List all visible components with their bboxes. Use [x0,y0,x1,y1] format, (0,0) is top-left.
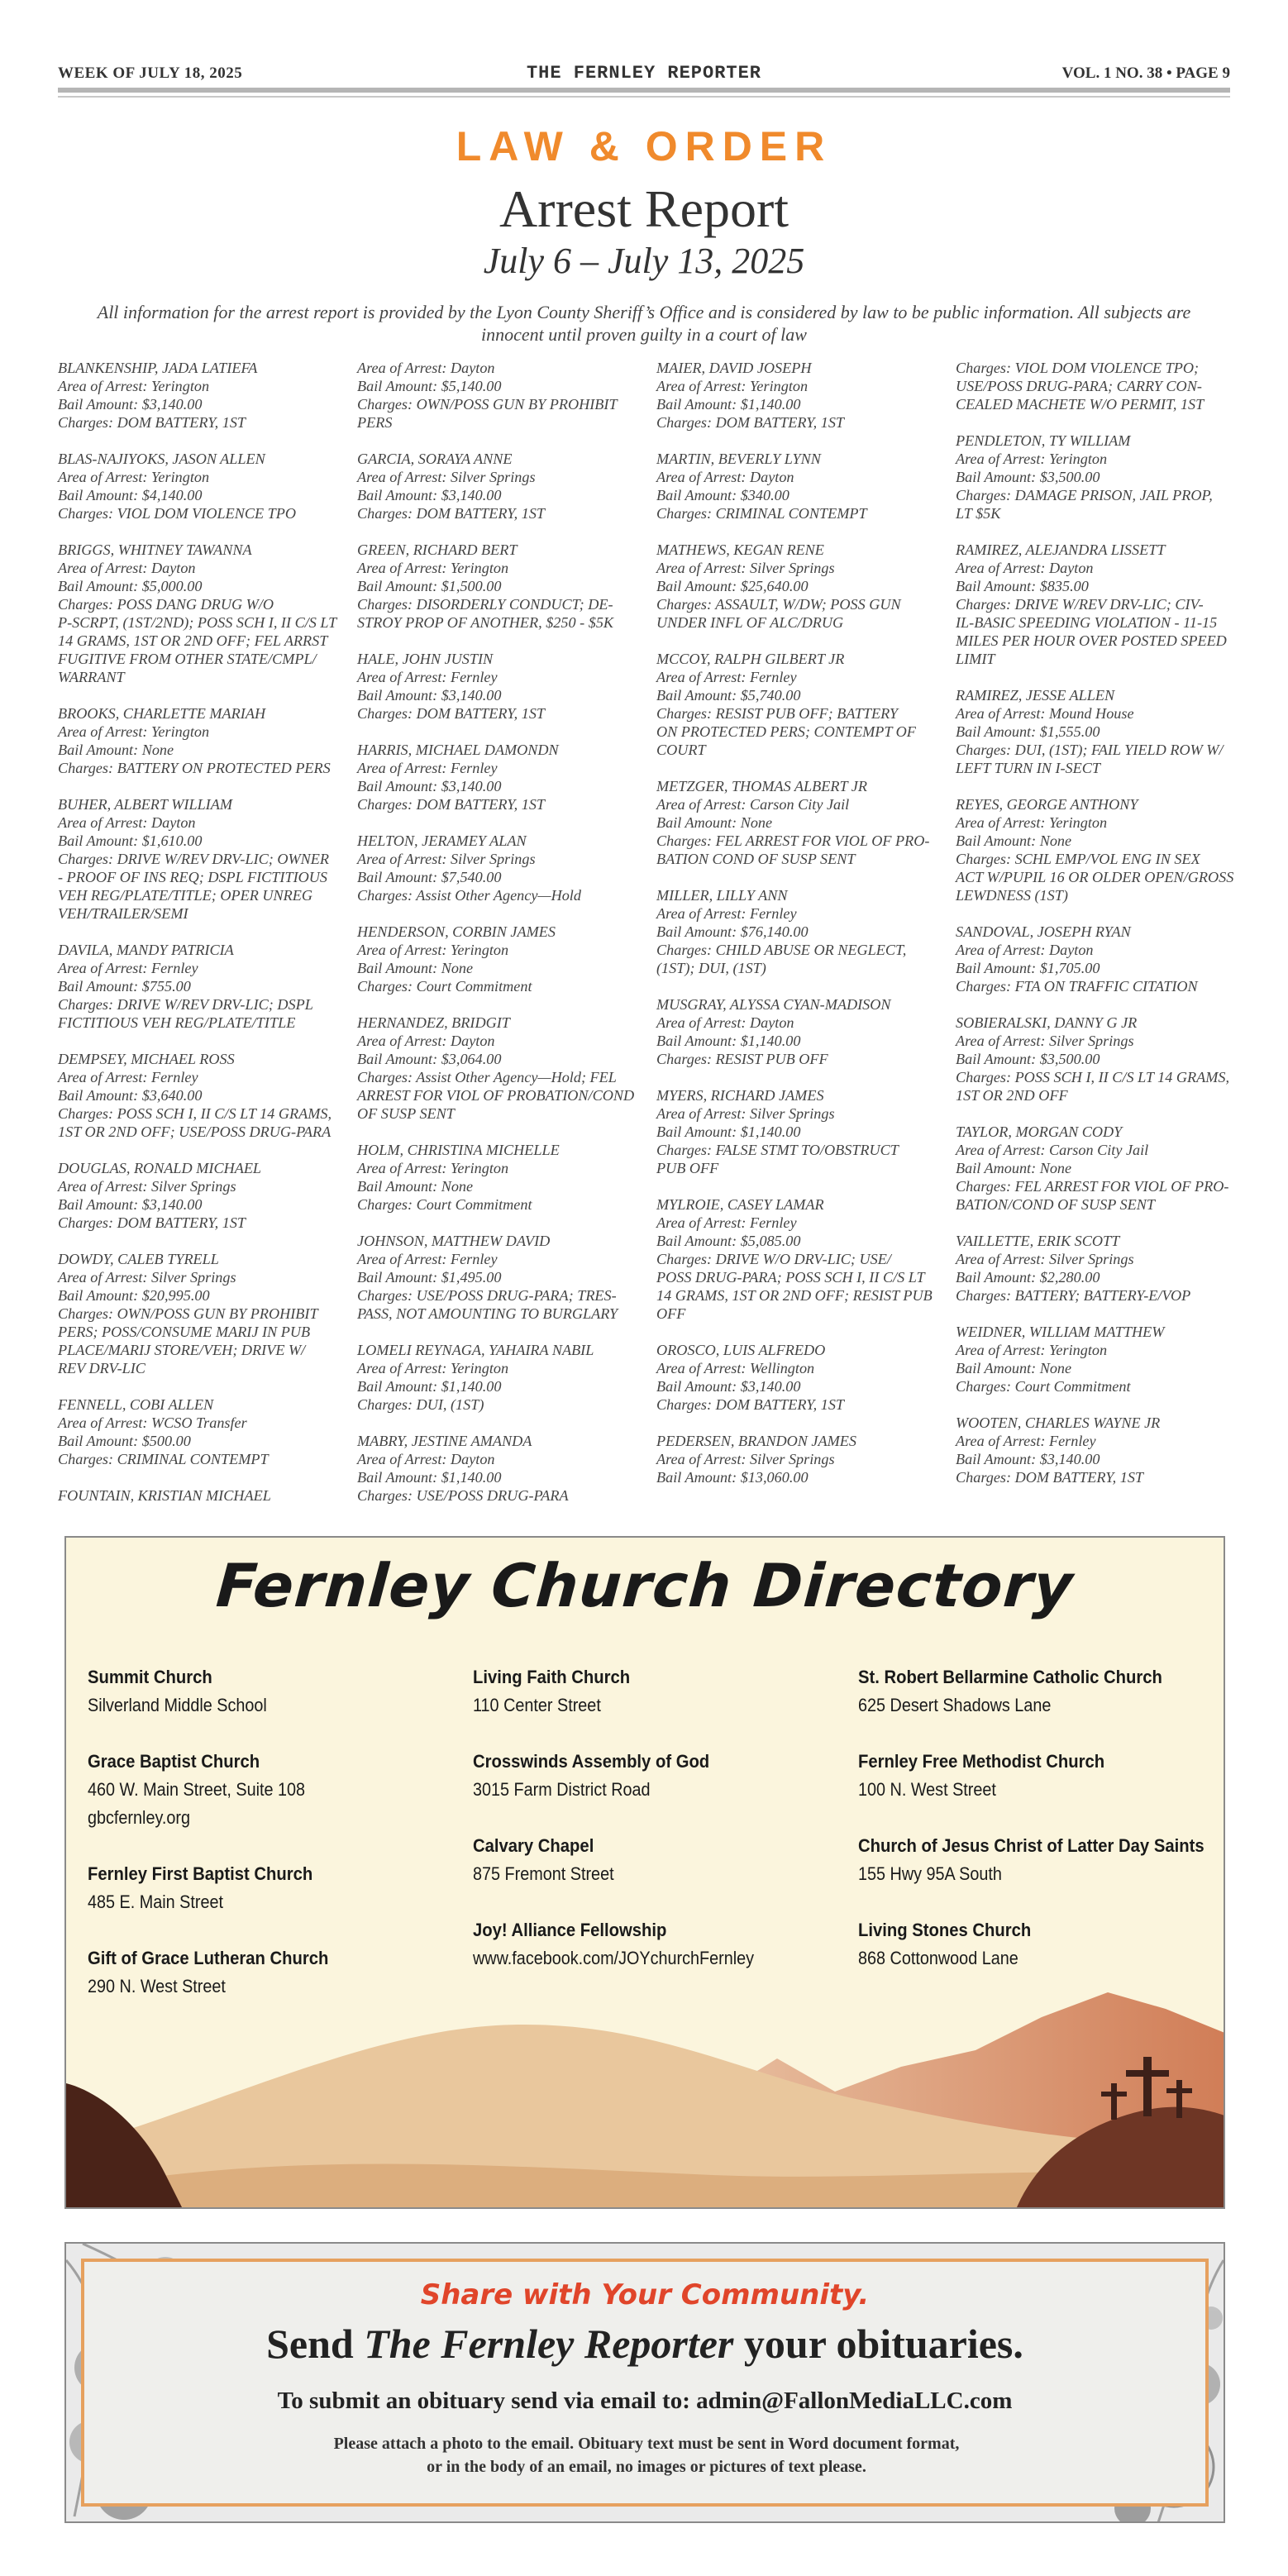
arrest-charges: Charges: DOM BATTERY, 1ST [956,1469,1144,1486]
arrest-charges: Charges: DRIVE W/O DRV-LIC; USE/ POSS DRUG-PARA; POSS SCH I, II C/S LT 14 GRAMS, 1ST OR 2ND OFF; RESIST PUB OFF [656,1251,933,1322]
church-address: 875 Fremont Street [473,1863,614,1884]
arrest-bail: Bail Amount: None [357,1178,474,1195]
arrest-charges: Charges: DOM BATTERY, 1ST [58,1214,246,1231]
church-entry [473,1832,837,1888]
arrest-bail: Bail Amount: None [58,742,174,758]
arrest-entry [58,941,349,1032]
arrest-charges: Charges: DOM BATTERY, 1ST [357,505,546,522]
arrest-entry [357,450,648,522]
arrest-entry [956,1232,1247,1305]
arrest-entry [357,541,648,632]
arrest-charges: Charges: DRIVE W/REV DRV-LIC; OWNER - PROOF OF INS REQ; DSPL FICTITIOUS VEH REG/PLATE/TITLE; OPER UNREG VEH/TRAILER/SEMI [58,851,330,922]
arrest-area: Area of Arrest: Carson City Jail [956,1142,1149,1158]
obituary-headline [66,2320,1224,2368]
arrest-name: HELTON, JERAMEY ALAN [357,832,527,849]
obituary-kicker: Share with Your Community. [420,2278,870,2311]
church-address: Silverland Middle School [88,1695,267,1715]
arrest-name: BLAS-NAJIYOKS, JASON ALLEN [58,451,265,467]
arrest-area: Area of Arrest: Silver Springs [357,851,536,867]
arrest-area: Area of Arrest: Yerington [58,723,210,740]
arrest-entry [357,832,648,904]
arrest-area: Area of Arrest: Silver Springs [357,469,536,485]
arrest-area: Area of Arrest: Fernley [357,669,498,685]
arrest-name: MCCOY, RALPH GILBERT JR [656,651,845,667]
arrest-charges: Charges: RESIST PUB OFF [656,1051,828,1067]
arrest-charges: Charges: FTA ON TRAFFIC CITATION [956,978,1198,995]
arrest-bail: Bail Amount: $3,140.00 [58,1196,203,1213]
obituary-instructions [273,2432,1020,2478]
arrest-bail: Bail Amount: $3,064.00 [357,1051,502,1067]
arrest-entry [58,450,349,522]
arrest-entry [58,359,349,432]
masthead [58,61,1230,89]
section-kicker: LAW & ORDER [456,123,832,169]
arrest-entry [357,1014,648,1123]
arrest-column-3 [656,359,947,1505]
obituary-head-paper: The Fernley Reporter [364,2321,734,2367]
arrest-bail: Bail Amount: $5,740.00 [656,687,801,704]
arrest-area: Area of Arrest: Carson City Jail [656,796,850,813]
arrest-entry [58,1395,349,1468]
arrest-entry [58,541,349,686]
arrest-bail: Bail Amount: None [956,1360,1072,1376]
arrest-entry [656,995,947,1068]
church-address: 110 Center Street [473,1695,601,1715]
arrest-bail: Bail Amount: $1,140.00 [656,396,801,413]
arrest-entry [357,1341,648,1414]
arrest-bail: Bail Amount: $5,140.00 [357,378,502,394]
church-address: www.facebook.com/JOYchurchFernley [473,1948,755,1968]
arrest-charges: Charges: DUI, (1ST); FAIL YIELD ROW W/ LEFT TURN IN I-SECT [956,742,1224,776]
date-range: July 6 – July 13, 2025 [483,241,805,281]
obituary-note-line-1: Please attach a photo to the email. Obituary text must be sent in Word document format, [333,2435,960,2453]
arrest-bail: Bail Amount: $755.00 [58,978,191,995]
arrest-area: Area of Arrest: Yerington [58,378,210,394]
arrest-area: Area of Arrest: Fernley [956,1433,1096,1449]
church-column-3 [858,1663,1222,2001]
intro-note: All information for the arrest report is provided by the Lyon County Sheriff’s Office and is considered by law to be public information. All subjects are innocent until proven guilty in a court of law [97,302,1191,345]
arrest-charges: Charges: FALSE STMT TO/OBSTRUCT PUB OFF [656,1142,899,1176]
arrest-bail: Bail Amount: $1,495.00 [357,1269,502,1286]
arrest-name: GARCIA, SORAYA ANNE [357,451,513,467]
arrest-charges: Charges: ASSAULT, W/DW; POSS GUN UNDER INFL OF ALC/DRUG [656,596,901,631]
arrest-bail: Bail Amount: $1,555.00 [956,723,1100,740]
arrest-bail: Bail Amount: $1,140.00 [357,1378,502,1395]
newspaper-name: THE FERNLEY REPORTER [526,63,762,83]
arrest-name: OROSCO, LUIS ALFREDO [656,1342,826,1358]
arrest-name: MYLROIE, CASEY LAMAR [656,1196,824,1213]
arrest-entry [956,432,1247,522]
arrest-name: PEDERSEN, BRANDON JAMES [656,1433,856,1449]
arrest-area: Area of Arrest: Silver Springs [58,1178,236,1195]
arrest-bail: Bail Amount: $3,500.00 [956,469,1100,485]
church-name: Gift of Grace Lutheran Church [88,1948,329,1968]
arrest-charges: Charges: BATTERY ON PROTECTED PERS [58,760,331,776]
church-address: 460 W. Main Street, Suite 108 [88,1779,306,1800]
arrest-name: DEMPSEY, MICHAEL ROSS [58,1051,235,1067]
arrest-charges: Charges: POSS SCH I, II C/S LT 14 GRAMS, 1ST OR 2ND OFF [956,1069,1230,1104]
arrest-area: Area of Arrest: Dayton [956,560,1094,576]
desert-crosses-illustration [66,1959,1225,2207]
church-entry [473,1663,837,1720]
arrest-name: WEIDNER, WILLIAM MATTHEW [956,1324,1165,1340]
arrest-name: DOWDY, CALEB TYRELL [58,1251,219,1267]
arrest-area: Area of Arrest: Fernley [656,669,797,685]
arrest-area: Area of Arrest: Fernley [656,905,797,922]
church-name: Fernley Free Methodist Church [858,1751,1105,1772]
arrest-area: Area of Arrest: Yerington [956,814,1108,831]
arrest-entry [956,541,1247,668]
church-name: Living Faith Church [473,1667,631,1687]
arrest-area: Area of Arrest: Yerington [656,378,809,394]
arrest-charges: Charges: DOM BATTERY, 1ST [357,796,546,813]
arrest-entry [656,1195,947,1323]
obituary-head-pre: Send [266,2321,365,2367]
arrest-area: Area of Arrest: Fernley [656,1214,797,1231]
arrest-charges: Charges: DOM BATTERY, 1ST [656,414,845,431]
arrest-entry [956,923,1247,995]
arrest-charges: Charges: OWN/POSS GUN BY PROHIBIT PERS [357,396,618,431]
obituary-note-line-2: or in the body of an email, no images or pictures of text please. [427,2458,866,2476]
arrest-charges: Charges: DUI, (1ST) [357,1396,484,1413]
arrest-area: Area of Arrest: Yerington [58,469,210,485]
arrest-area: Area of Arrest: Dayton [656,469,794,485]
arrest-bail: Bail Amount: $4,140.00 [58,487,203,503]
arrest-area: Area of Arrest: Dayton [357,360,495,376]
arrest-name: MATHEWS, KEGAN RENE [656,541,824,558]
arrest-name: REYES, GEORGE ANTHONY [956,796,1138,813]
arrest-bail: Bail Amount: $3,140.00 [357,687,502,704]
arrest-charges: Charges: DRIVE W/REV DRV-LIC; DSPL FICTITIOUS VEH REG/PLATE/TITLE [58,996,313,1031]
arrest-charges: Charges: VIOL DOM VIOLENCE TPO; USE/POSS DRUG-PARA; CARRY CON- CEALED MACHETE W/O PERMIT, 1ST [956,360,1205,413]
church-column-2 [473,1663,837,2001]
arrest-name: MILLER, LILLY ANN [656,887,788,904]
church-entry [858,1748,1222,1804]
church-entry [473,1748,837,1804]
arrest-bail: Bail Amount: $1,140.00 [357,1469,502,1486]
arrest-entry [956,1123,1247,1214]
arrest-area: Area of Arrest: Yerington [357,1360,509,1376]
arrest-entry [656,650,947,759]
arrest-area: Area of Arrest: Fernley [58,1069,198,1085]
arrest-entry [58,1486,349,1505]
arrest-charges: Charges: Court Commitment [357,978,532,995]
arrest-bail: Bail Amount: $3,640.00 [58,1087,203,1104]
arrest-charges: Charges: OWN/POSS GUN BY PROHIBIT PERS; POSS/CONSUME MARIJ IN PUB PLACE/MARIJ STORE/VEH; DRIVE W/ REV DRV-LIC [58,1305,318,1376]
arrest-entry [656,1432,947,1486]
masthead-rule [58,88,1230,93]
arrest-charges: Charges: BATTERY; BATTERY-E/VOP [956,1287,1191,1304]
arrest-bail: Bail Amount: $500.00 [58,1433,191,1449]
arrest-entry [956,1014,1247,1104]
issue-volume-page: VOL. 1 NO. 38 • PAGE 9 [1061,64,1230,82]
arrest-entry [656,450,947,522]
arrest-name: WOOTEN, CHARLES WAYNE JR [956,1414,1161,1431]
arrest-entry [58,1250,349,1377]
arrest-area: Area of Arrest: Fernley [357,1251,498,1267]
arrest-charges: Charges: Assist Other Agency—Hold; FEL ARREST FOR VIOL OF PROBATION/COND OF SUSP SENT [357,1069,635,1122]
obituary-email-line: To submit an obituary send via email to: admin@FallonMediaLLC.com [277,2388,1013,2414]
arrest-area: Area of Arrest: Yerington [956,1342,1108,1358]
page-title: Arrest Report [499,179,789,238]
arrest-bail: Bail Amount: None [956,832,1072,849]
arrest-bail: Bail Amount: $5,085.00 [656,1233,801,1249]
arrest-charges: Charges: RESIST PUB OFF; BATTERY ON PROTECTED PERS; CONTEMPT OF COURT [656,705,916,758]
church-address: gbcfernley.org [88,1807,191,1828]
arrest-name: MARTIN, BEVERLY LYNN [656,451,821,467]
arrest-entry [58,704,349,777]
arrest-area: Area of Arrest: Dayton [956,942,1094,958]
church-entry [858,1832,1222,1888]
arrest-entry [357,650,648,723]
arrest-name: FENNELL, COBI ALLEN [58,1396,214,1413]
arrest-name: JOHNSON, MATTHEW DAVID [357,1233,551,1249]
arrest-bail: Bail Amount: $1,140.00 [656,1033,801,1049]
arrest-entry [357,1232,648,1323]
arrest-charges: Charges: FEL ARREST FOR VIOL OF PRO- BATION COND OF SUSP SENT [656,832,930,867]
church-name: Crosswinds Assembly of God [473,1751,710,1772]
obituary-ad [64,2242,1225,2523]
arrest-area: Area of Arrest: Silver Springs [656,1451,835,1467]
church-entry [88,1663,451,1720]
church-name: Calvary Chapel [473,1835,594,1856]
arrest-charges: Charges: CRIMINAL CONTEMPT [58,1451,269,1467]
church-name: Living Stones Church [858,1920,1032,1940]
arrest-entry [656,886,947,977]
arrest-area: Area of Arrest: Silver Springs [58,1269,236,1286]
obituary-head-post: your obituaries. [733,2321,1023,2367]
arrest-entry [357,1141,648,1214]
arrest-name: MUSGRAY, ALYSSA CYAN-MADISON [656,996,891,1013]
arrest-charges: Charges: SCHL EMP/VOL ENG IN SEX ACT W/PUPIL 16 OR OLDER OPEN/GROSS LEWDNESS (1ST) [956,851,1234,904]
church-name: St. Robert Bellarmine Catholic Church [858,1667,1162,1687]
arrest-name: HENDERSON, CORBIN JAMES [357,923,556,940]
arrest-name: SANDOVAL, JOSEPH RYAN [956,923,1131,940]
arrest-area: Area of Arrest: Silver Springs [656,560,835,576]
arrest-bail: Bail Amount: $2,280.00 [956,1269,1100,1286]
arrest-entry [956,359,1247,413]
arrest-charges: Charges: USE/POSS DRUG-PARA; TRES- PASS, NOT AMOUNTING TO BURGLARY [357,1287,618,1322]
arrest-column-1 [58,359,349,1523]
arrest-entry [956,795,1247,904]
arrest-name: MABRY, JESTINE AMANDA [357,1433,532,1449]
arrest-entry [656,777,947,868]
arrest-charges: Charges: Court Commitment [357,1196,532,1213]
arrest-bail: Bail Amount: $340.00 [656,487,789,503]
arrest-entry [58,1050,349,1141]
arrest-area: Area of Arrest: Yerington [357,1160,509,1176]
arrest-charges: Charges: CRIMINAL CONTEMPT [656,505,867,522]
arrest-bail: Bail Amount: $3,140.00 [956,1451,1100,1467]
masthead-rule-thin [58,96,1230,98]
church-address: 155 Hwy 95A South [858,1863,1002,1884]
arrest-bail: Bail Amount: $20,995.00 [58,1287,210,1304]
church-address: 290 N. West Street [88,1976,226,1996]
arrest-name: PENDLETON, TY WILLIAM [956,432,1131,449]
arrest-bail: Bail Amount: $835.00 [956,578,1089,594]
arrest-bail: Bail Amount: $1,140.00 [656,1123,801,1140]
arrest-area: Area of Arrest: WCSO Transfer [58,1414,247,1431]
arrest-bail: Bail Amount: None [656,814,773,831]
arrest-column-4 [956,359,1247,1505]
arrest-name: FOUNTAIN, KRISTIAN MICHAEL [58,1487,271,1504]
arrest-area: Area of Arrest: Silver Springs [956,1251,1134,1267]
arrest-entry [58,795,349,923]
arrest-area: Area of Arrest: Dayton [357,1451,495,1467]
arrest-name: SOBIERALSKI, DANNY G JR [956,1014,1138,1031]
church-address: 485 E. Main Street [88,1891,223,1912]
arrest-charges: Charges: DOM BATTERY, 1ST [656,1396,845,1413]
arrest-area: Area of Arrest: Yerington [357,560,509,576]
arrest-charges: Charges: VIOL DOM VIOLENCE TPO [58,505,296,522]
arrest-charges: Charges: DRIVE W/REV DRV-LIC; CIV- IL-BASIC SPEEDING VIOLATION - 11-15 MILES PER HOUR OVER POSTED SPEED LIMIT [956,596,1227,667]
arrest-area: Area of Arrest: Dayton [656,1014,794,1031]
arrest-charges: Charges: DAMAGE PRISON, JAIL PROP, LT $5K [956,487,1213,522]
arrest-bail: Bail Amount: $25,640.00 [656,578,809,594]
church-name: Church of Jesus Christ of Latter Day Saints [858,1835,1205,1856]
arrest-area: Area of Arrest: Silver Springs [956,1033,1134,1049]
arrest-bail: Bail Amount: $3,140.00 [656,1378,801,1395]
church-name: Fernley First Baptist Church [88,1863,313,1884]
arrest-area: Area of Arrest: Dayton [357,1033,495,1049]
arrest-name: DOUGLAS, RONALD MICHAEL [58,1160,262,1176]
arrest-name: METZGER, THOMAS ALBERT JR [656,778,867,794]
arrest-bail: Bail Amount: $1,705.00 [956,960,1100,976]
church-address: 868 Cottonwood Lane [858,1948,1018,1968]
arrest-column-2 [357,359,648,1523]
arrest-name: LOMELI REYNAGA, YAHAIRA NABIL [357,1342,594,1358]
arrest-name: MYERS, RICHARD JAMES [656,1087,824,1104]
arrest-entry [656,1086,947,1177]
arrest-area: Area of Arrest: Dayton [58,560,196,576]
arrest-bail: Bail Amount: $13,060.00 [656,1469,809,1486]
arrest-charges: Charges: Assist Other Agency—Hold [357,887,581,904]
arrest-area: Area of Arrest: Dayton [58,814,196,831]
arrest-bail: Bail Amount: $3,140.00 [357,487,502,503]
arrest-entry [956,686,1247,777]
church-name: Grace Baptist Church [88,1751,260,1772]
church-entry [88,1748,451,1832]
arrest-entry [656,359,947,432]
issue-week: WEEK OF JULY 18, 2025 [58,64,243,82]
arrest-area: Area of Arrest: Silver Springs [656,1105,835,1122]
church-entry [88,1860,451,1916]
arrest-name: HALE, JOHN JUSTIN [357,651,494,667]
arrest-name: BLANKENSHIP, JADA LATIEFA [58,360,258,376]
arrest-name: BRIGGS, WHITNEY TAWANNA [58,541,252,558]
arrest-name: DAVILA, MANDY PATRICIA [58,942,234,958]
arrest-entry [656,541,947,632]
arrest-charges: Charges: POSS SCH I, II C/S LT 14 GRAMS, 1ST OR 2ND OFF; USE/POSS DRUG-PARA [58,1105,332,1140]
arrest-bail: Bail Amount: $3,140.00 [58,396,203,413]
arrest-bail: Bail Amount: $1,500.00 [357,578,502,594]
arrest-area: Area of Arrest: Mound House [956,705,1134,722]
arrest-area: Area of Arrest: Yerington [956,451,1108,467]
church-name: Summit Church [88,1667,212,1687]
arrest-area: Area of Arrest: Fernley [357,760,498,776]
arrest-name: RAMIREZ, JESSE ALLEN [956,687,1115,704]
arrest-entry [656,1341,947,1414]
arrest-area: Area of Arrest: Wellington [656,1360,815,1376]
arrest-bail: Bail Amount: None [956,1160,1072,1176]
arrest-charges: Charges: DOM BATTERY, 1ST [58,414,246,431]
arrest-name: BUHER, ALBERT WILLIAM [58,796,233,813]
arrest-name: BROOKS, CHARLETTE MARIAH [58,705,266,722]
arrest-bail: Bail Amount: $7,540.00 [357,869,502,885]
arrest-charges: Charges: CHILD ABUSE OR NEGLECT, (1ST); DUI, (1ST) [656,942,907,976]
arrest-name: VAILLETTE, ERIK SCOTT [956,1233,1120,1249]
arrest-name: TAYLOR, MORGAN CODY [956,1123,1123,1140]
church-entry [858,1663,1222,1720]
arrest-entry [956,1323,1247,1395]
church-directory-title: Fernley Church Directory [213,1551,1076,1620]
arrest-area: Area of Arrest: Fernley [58,960,198,976]
arrest-entry [58,1159,349,1232]
church-name: Joy! Alliance Fellowship [473,1920,667,1940]
arrest-charges: Charges: DOM BATTERY, 1ST [357,705,546,722]
arrest-bail: Bail Amount: $76,140.00 [656,923,809,940]
arrest-bail: Bail Amount: $3,140.00 [357,778,502,794]
arrest-area: Area of Arrest: Yerington [357,942,509,958]
arrest-bail: Bail Amount: $1,610.00 [58,832,203,849]
arrest-name: HARRIS, MICHAEL DAMONDN [357,742,559,758]
arrest-name: HERNANDEZ, BRIDGIT [357,1014,510,1031]
arrest-entry [357,741,648,813]
arrest-charges: Charges: Court Commitment [956,1378,1131,1395]
arrest-name: GREEN, RICHARD BERT [357,541,518,558]
church-address: 100 N. West Street [858,1779,996,1800]
arrest-bail: Bail Amount: None [357,960,474,976]
arrest-entry [956,1414,1247,1486]
arrest-entry [357,923,648,995]
arrest-entry [357,359,648,432]
arrest-bail: Bail Amount: $5,000.00 [58,578,203,594]
arrest-name: RAMIREZ, ALEJANDRA LISSETT [956,541,1166,558]
church-address: 3015 Farm District Road [473,1779,651,1800]
arrest-name: MAIER, DAVID JOSEPH [656,360,812,376]
arrest-bail: Bail Amount: $3,500.00 [956,1051,1100,1067]
arrest-charges: Charges: POSS DANG DRUG W/O P-SCRPT, (1ST/2ND); POSS SCH I, II C/S LT 14 GRAMS, 1ST OR 2ND OFF; FEL ARRST FUGITIVE FROM OTHER STATE/CMPL/ WARRANT [58,596,337,685]
arrest-charges: Charges: USE/POSS DRUG-PARA [357,1487,569,1504]
arrest-entry [357,1432,648,1505]
arrest-charges: Charges: FEL ARREST FOR VIOL OF PRO- BATION/COND OF SUSP SENT [956,1178,1229,1213]
arrest-charges: Charges: DISORDERLY CONDUCT; DE- STROY PROP OF ANOTHER, $250 - $5K [357,596,614,631]
arrest-name: HOLM, CHRISTINA MICHELLE [357,1142,560,1158]
church-directory [64,1536,1225,2209]
church-address: 625 Desert Shadows Lane [858,1695,1052,1715]
